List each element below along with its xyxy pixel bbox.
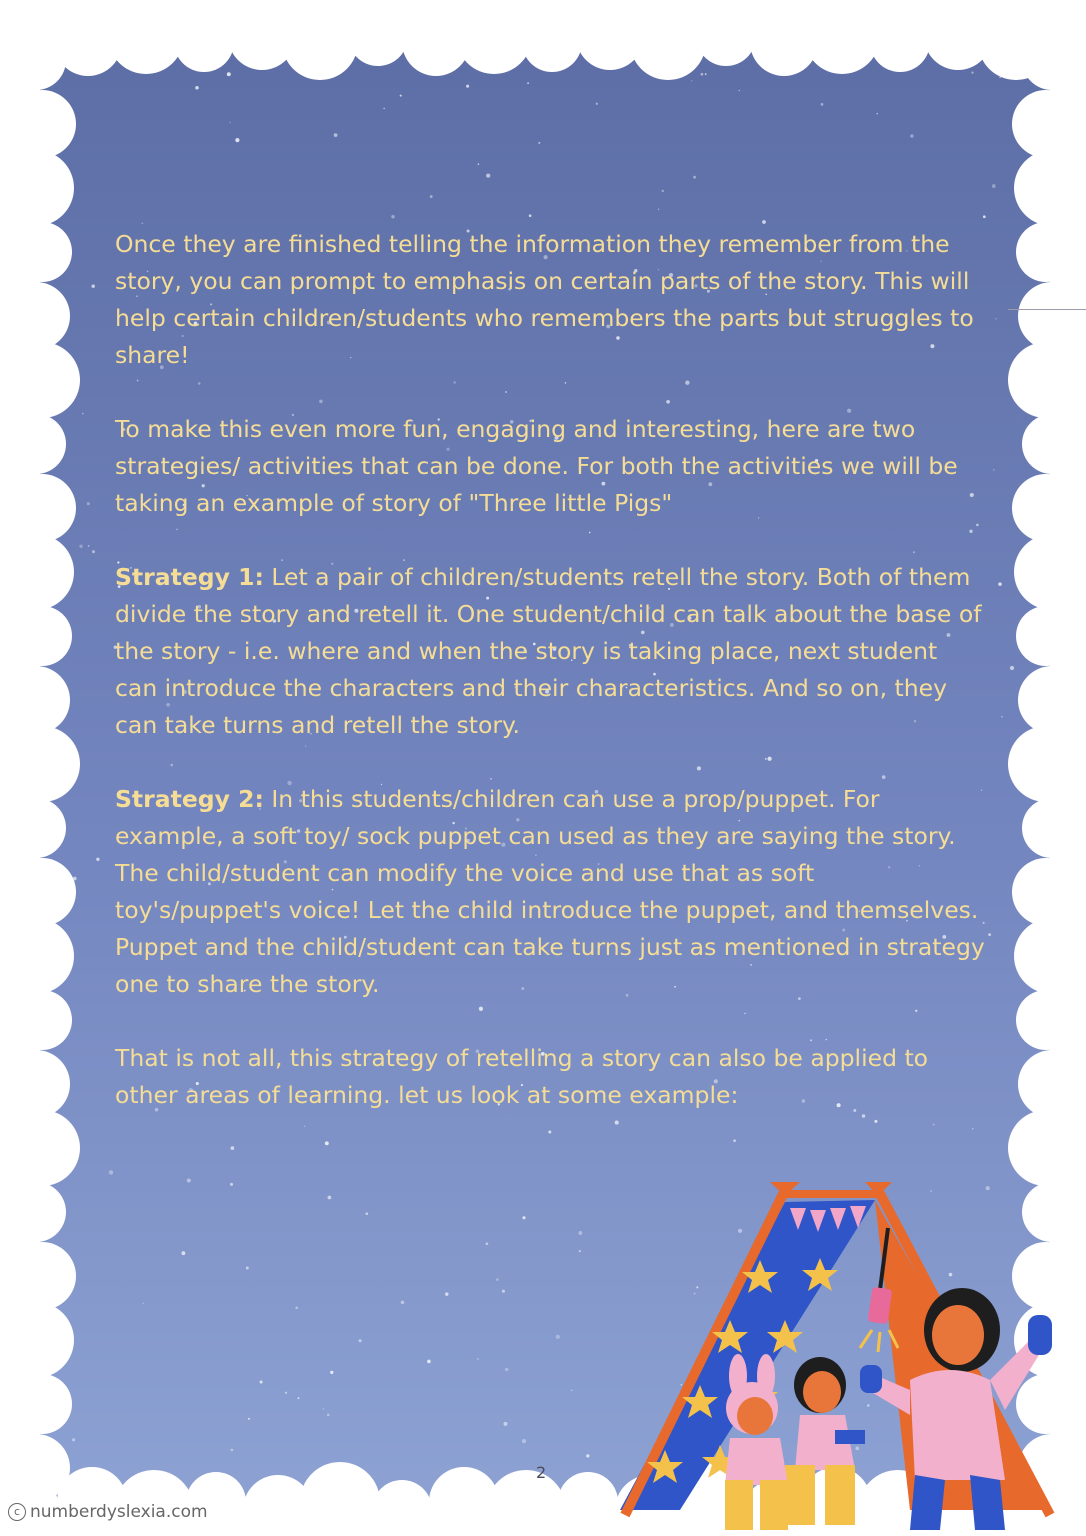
paragraph-1: Once they are finished telling the information they remember from the story, you can prompt to emphasis on certain parts of the story. This will help certain children/students who remembers the parts but struggles to share! — [115, 230, 974, 369]
edge-rule — [1008, 309, 1086, 310]
paragraph-5: That is not all, this strategy of retelling a story can also be applied to other areas of learning. let us look at some example: — [115, 1044, 929, 1109]
child-figure-icon — [785, 1357, 865, 1525]
strategy-2-label: Strategy 2: — [115, 785, 264, 813]
body-text — [115, 226, 985, 1151]
tent-family-illustration — [610, 1180, 1060, 1536]
copyright-icon: c — [8, 1503, 26, 1521]
paragraph-strategy-1: Strategy 1: Let a pair of children/students retell the story. Both of them divide the story and retell it. One student/child can talk about the base of the story - i.e. where and when the story is taking place, next student can introduce the characters and their characteristics. And so on, they can take turns and retell the story. — [115, 563, 982, 739]
page-number: 2 — [536, 1463, 547, 1482]
paragraph-2: To make this even more fun, engaging and interesting, here are two strategies/ activities that can be done. For both the activities we will be taking an example of story of "Three little Pigs" — [115, 415, 958, 517]
watermark — [8, 1502, 208, 1522]
watermark-text: numberdyslexia.com — [30, 1502, 208, 1522]
paragraph-strategy-2: Strategy 2: In this students/children can use a prop/puppet. For example, a soft toy/ sock puppet can used as they are saying the story. The child/student can modify the voice and use that as soft toy's/puppet's voice! Let the child introduce the puppet, and themselves. Puppet and the child/student can take turns just as mentioned in strategy one to share the story. — [115, 785, 985, 998]
strategy-1-label: Strategy 1: — [115, 563, 264, 591]
